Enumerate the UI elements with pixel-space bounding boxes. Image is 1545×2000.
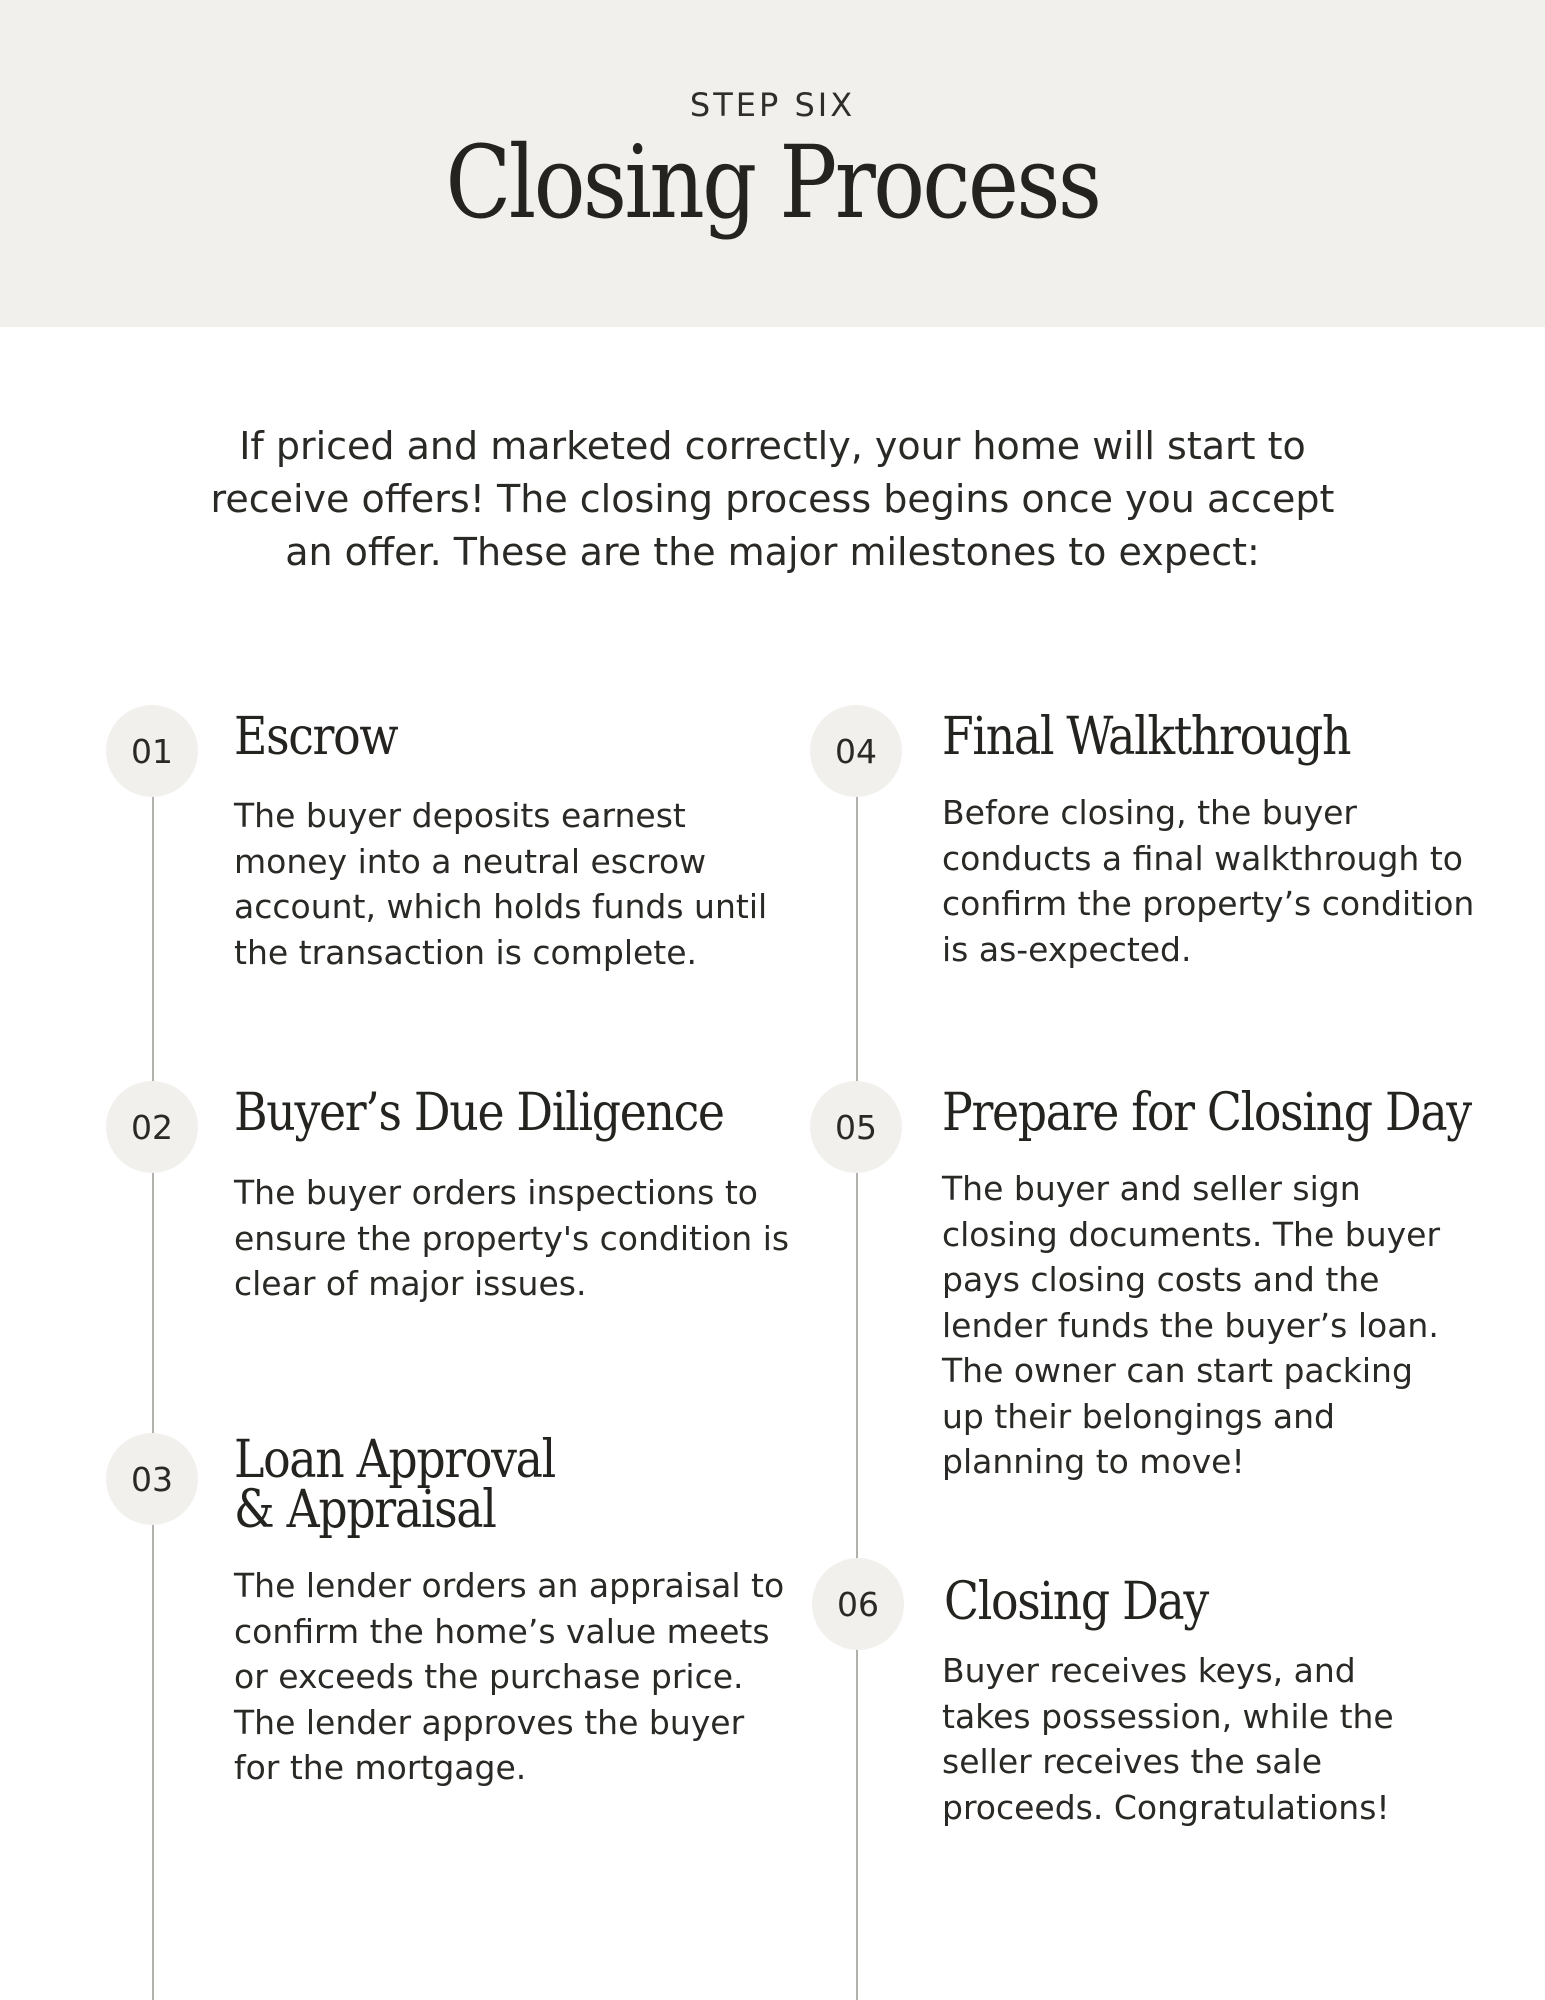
step-title: Closing Day bbox=[944, 1572, 1208, 1632]
intro-paragraph: If priced and marketed correctly, your home will start to receive offers! The closing process begins once you accept an offer. These are the major milestones to expect: bbox=[210, 424, 1335, 574]
timeline-line-left bbox=[152, 748, 154, 2000]
header-band bbox=[0, 0, 1545, 327]
step-description: Before closing, the buyer conducts a final walkthrough to confirm the property’s condition is as-expected. bbox=[942, 793, 1475, 969]
step-description: Buyer receives keys, and takes possession, while the seller receives the sale proceeds. Congratulations! bbox=[942, 1651, 1394, 1827]
step-description: The buyer orders inspections to ensure the property's condition is clear of major issues. bbox=[234, 1173, 790, 1303]
step-description: The buyer and seller sign closing documents. The buyer pays closing costs and the lender funds the buyer’s loan. The owner can start packing up their belongings and planning to move! bbox=[942, 1169, 1441, 1481]
step-number-badge: 05 bbox=[810, 1081, 902, 1173]
page-title: Closing Process bbox=[445, 124, 1100, 241]
step-number-badge: 04 bbox=[810, 705, 902, 797]
step-title: Buyer’s Due Diligence bbox=[234, 1083, 724, 1143]
step-number-badge: 03 bbox=[106, 1433, 198, 1525]
step-title: Escrow bbox=[234, 707, 398, 767]
step-number-badge: 06 bbox=[812, 1558, 904, 1650]
step-description: The buyer deposits earnest money into a neutral escrow account, which holds funds until the transaction is complete. bbox=[234, 796, 768, 972]
step-title: Prepare for Closing Day bbox=[942, 1083, 1471, 1143]
step-title: Loan Approval & Appraisal bbox=[234, 1430, 555, 1540]
step-number-badge: 01 bbox=[106, 705, 198, 797]
step-title: Final Walkthrough bbox=[942, 707, 1351, 767]
step-description: The lender orders an appraisal to confirm the home’s value meets or exceeds the purchase price. The lender approves the buyer for the mortgage. bbox=[234, 1566, 785, 1787]
step-number-badge: 02 bbox=[106, 1081, 198, 1173]
step-kicker: STEP SIX bbox=[689, 86, 856, 124]
timeline-line-right bbox=[856, 748, 858, 2000]
